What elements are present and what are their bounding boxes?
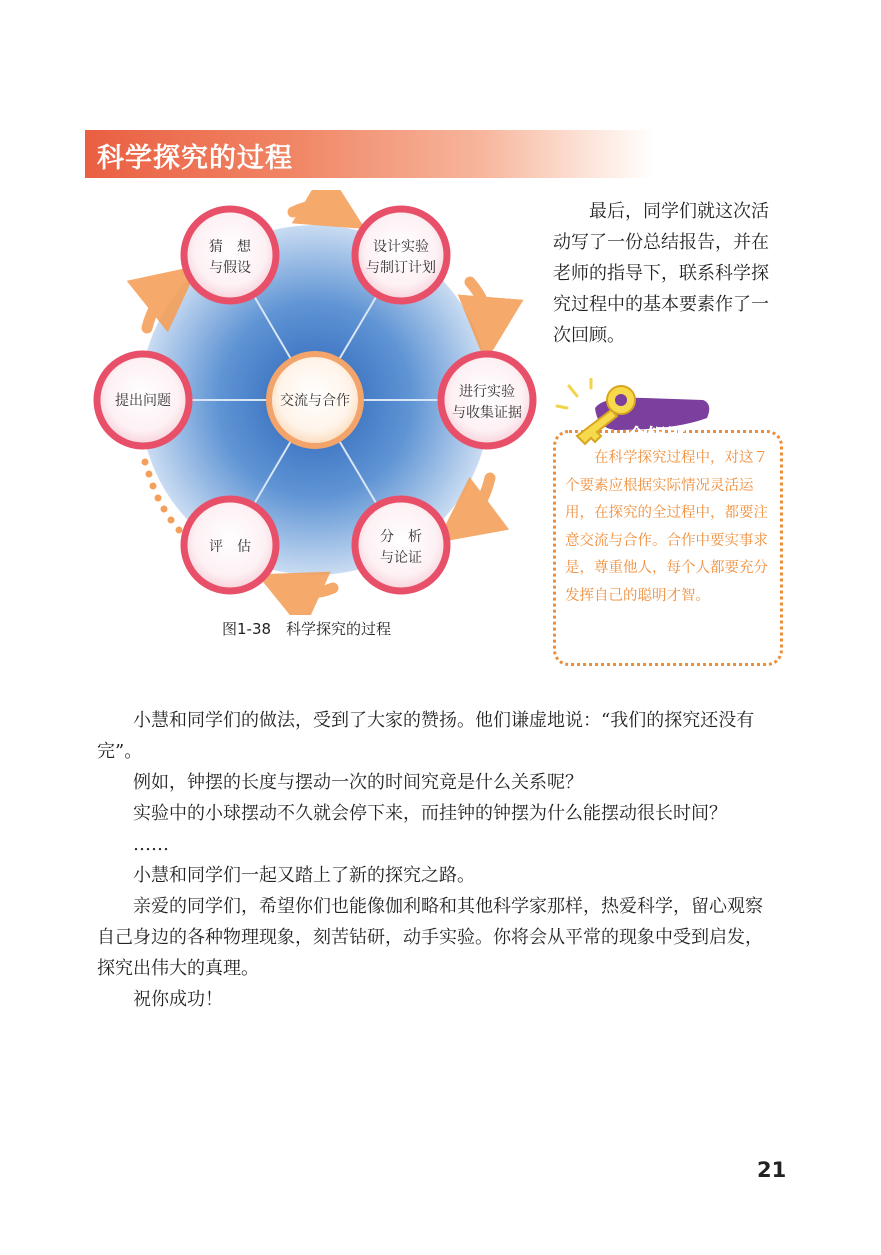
arrow-plan [293, 206, 337, 212]
node-evaluate [184, 499, 276, 591]
node-center [269, 354, 361, 446]
golden-key-text-block [565, 445, 780, 611]
paragraph: 例如，钟摆的长度与摆动一次的时间究竟是什么关系呢？ [133, 772, 583, 793]
arrow-experiment [470, 282, 488, 330]
paragraph: 小慧和同学们的做法，受到了大家的赞扬。他们谦虚地说：“我们的探究还没有完”。 [97, 710, 755, 762]
node-hypothesis-line1: 猜 想 [209, 239, 251, 255]
node-question-line1: 提出问题 [115, 393, 171, 409]
section-title: 科学探究的过程 [97, 143, 293, 174]
node-center-label: 交流与合作 [280, 393, 350, 409]
golden-key-text: 在科学探究过程中，对这７个要素应根据实际情况灵活运用，在探究的全过程中，都要注意交流与合作。合作中要实事求是，尊重他人，每个人都要充分发挥自己的聪明才智。 [565, 450, 768, 604]
paragraph: 亲爱的同学们，希望你们也能像伽利略和其他科学家那样，热爱科学，留心观察自己身边的各种物理现象，刻苦钻研，动手实验。你将会从平常的现象中受到启发，探究出伟大的真理。 [97, 896, 763, 979]
paragraph: 祝你成功！ [133, 989, 223, 1010]
node-question [97, 354, 189, 446]
node-experiment-line2: 与收集证据 [452, 405, 522, 421]
inquiry-process-diagram [85, 190, 545, 615]
node-hypothesis-line2: 与假设 [209, 260, 251, 276]
side-paragraph-block [553, 196, 783, 351]
paragraph: …… [133, 834, 169, 855]
section-title-banner [85, 130, 655, 178]
node-experiment [441, 354, 533, 446]
paragraph: 实验中的小球摆动不久就会停下来，而挂钟的钟摆为什么能摆动很长时间？ [133, 803, 727, 824]
paragraph: 小慧和同学们一起又踏上了新的探究之路。 [133, 865, 475, 886]
node-evaluate-line1: 评 估 [209, 539, 251, 555]
node-plan-line2: 与制订计划 [366, 260, 436, 276]
node-analyze-line2: 与论证 [380, 550, 422, 566]
golden-key-label: 金钥匙 [627, 425, 688, 447]
node-analyze-line1: 分 析 [380, 529, 422, 545]
figure-caption: 图1-38 科学探究的过程 [222, 620, 392, 638]
node-experiment-line1: 进行实验 [459, 384, 515, 400]
node-plan-line1: 设计实验 [373, 239, 429, 255]
main-text [97, 705, 777, 1015]
arrow-evaluate [287, 588, 333, 593]
node-analyze [355, 499, 447, 591]
side-paragraph: 最后，同学们就这次活动写了一份总结报告，并在老师的指导下，联系科学探究过程中的基本要素作了一次回顾。 [553, 201, 769, 346]
page-number: 21 [757, 1158, 787, 1182]
node-plan [355, 209, 447, 301]
node-hypothesis [184, 209, 276, 301]
